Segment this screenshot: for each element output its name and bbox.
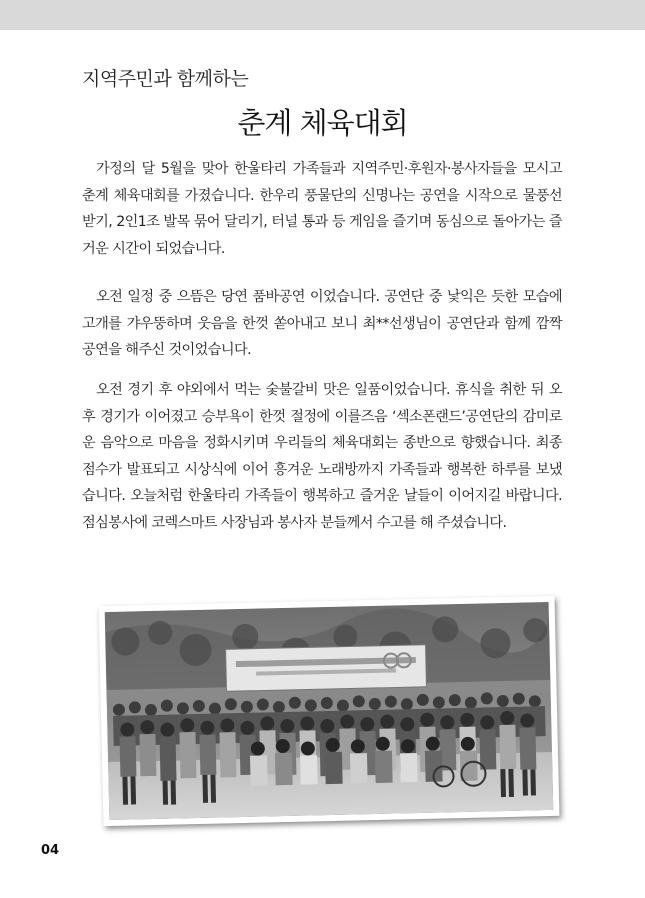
- paragraph-morning-performance: 오전 일정 중 으뜸은 당연 품바공연 이었습니다. 공연단 중 낯익은 듯한 모습에 고개를 갸우뚱하며 웃음을 한껏 쏟아내고 보니 최**선생님이 공연단과 함께 깜짝 공연을 해주신 것이었습니다.: [82, 289, 562, 358]
- top-header-band: [0, 0, 645, 30]
- article-subtitle: 지역주민과 함께하는: [82, 68, 249, 90]
- paragraph-intro: 가정의 달 5월을 맞아 한울타리 가족들과 지역주민·후원자·봉사자들을 모시고 춘계 체육대회를 가졌습니다. 한우리 풍물단의 신명나는 공연을 시작으로 물풍선 받기, 2인1조 발목 묶어 달리기, 터널 통과 등 게임을 즐기며 동심으로 돌아가는 즐거운 시간이 되었습니다.: [82, 161, 562, 257]
- article-title: 춘계 체육대회: [237, 106, 408, 140]
- group-photo: [105, 602, 554, 820]
- paragraph-afternoon: 오전 경기 후 야외에서 먹는 숯불갈비 맛은 일품이었습니다. 휴식을 취한 뒤 오후 경기가 이어졌고 승부욕이 한껏 절정에 이를즈음 ‘섹소폰랜드’공연단의 감미로운 음악으로 마음을 정화시키며 우리들의 체육대회는 종반으로 향했습니다. 최종점수가 발표되고 시상식에 이어 흥겨운 노래방까지 가족들과 행복한 하루를 보냈습니다. 오늘처럼 한울타리 가족들이 행복하고 즐거운 날들이 이어지길 바랍니다. 점심봉사에 코렉스마트 사장님과 봉사자 분들께서 수고를 해 주셨습니다.: [82, 382, 562, 531]
- group-photo-frame: [99, 596, 560, 826]
- page-number: 04: [41, 843, 60, 858]
- group-photo-image: [105, 602, 554, 820]
